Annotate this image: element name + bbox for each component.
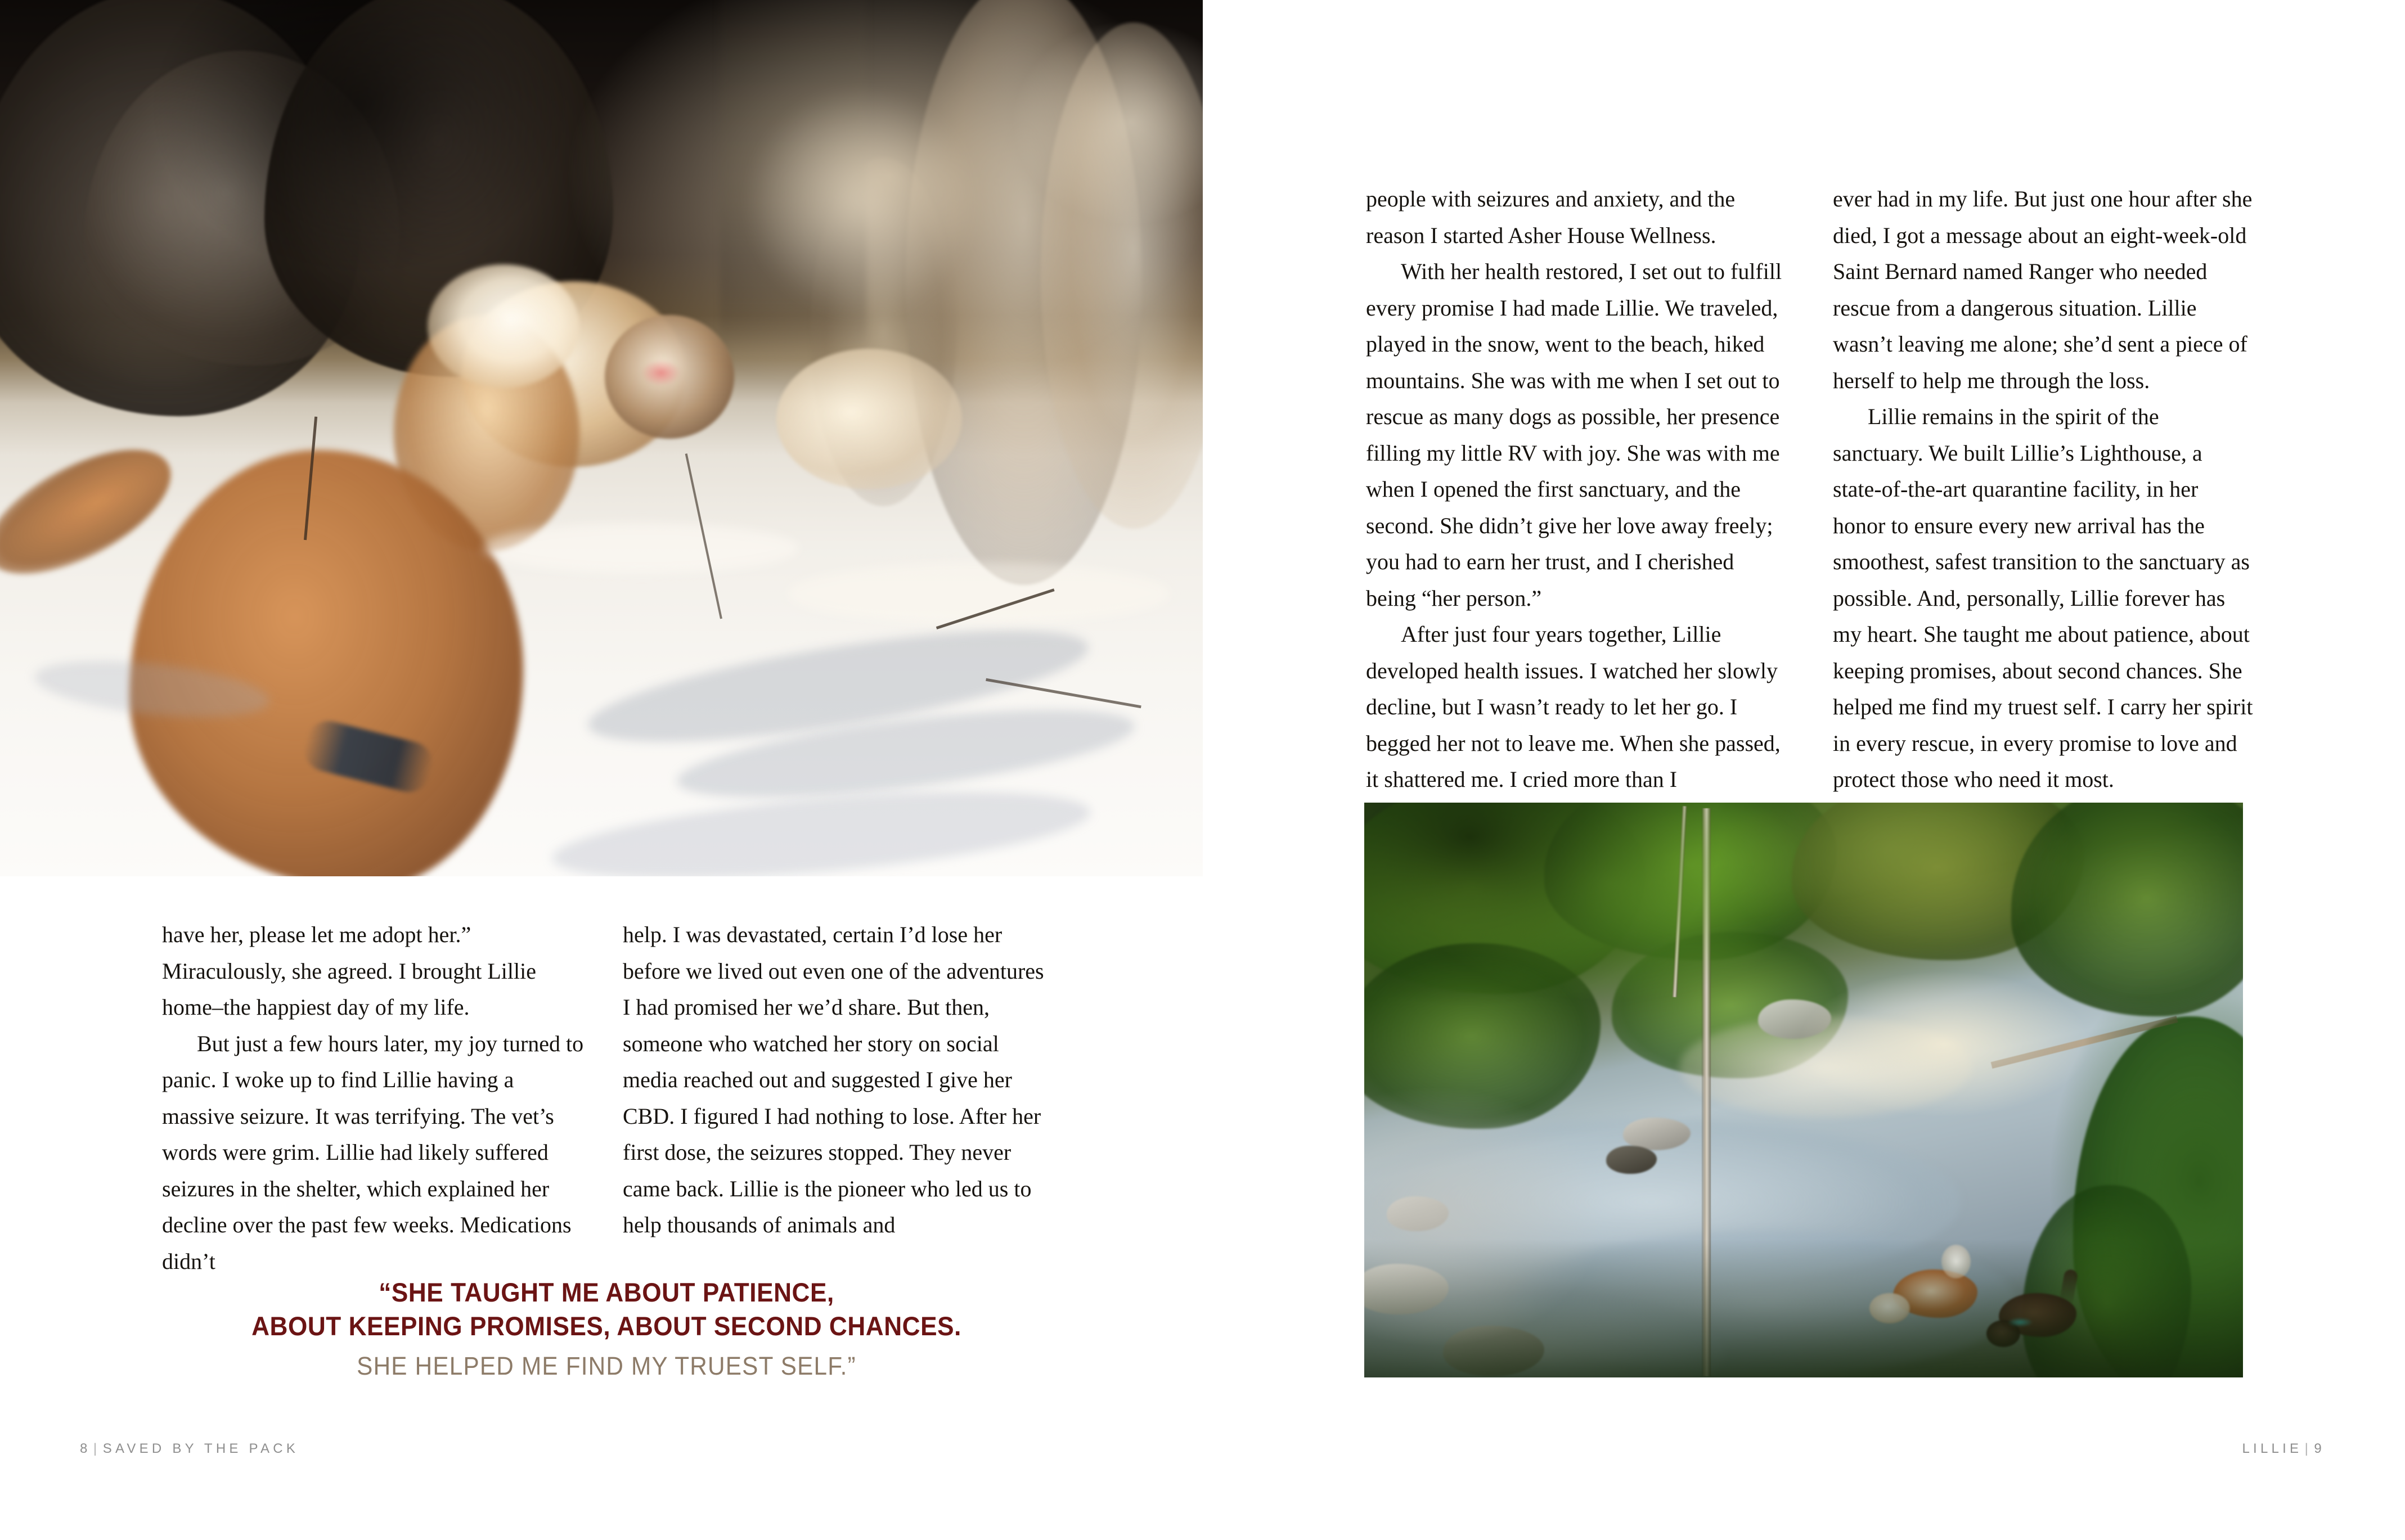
creek-dog-dark-tail — [2058, 1268, 2078, 1307]
dog-tongue — [641, 360, 681, 386]
paragraph: ever had in my life. But just one hour after she died, I got a message about an eight-week-old Saint Bernard named Ranger who needed rescue from a dangerous situation. Lillie wasn’t leaving me alone; she’d sent a piece of herself to help me through the loss. — [1833, 186, 2253, 393]
creek-dog-saint-bernard — [1893, 1269, 1977, 1318]
snow-highlight-2 — [788, 562, 1170, 624]
water-foam-lower — [1364, 1298, 1724, 1377]
canopy-leaves-far-right — [2011, 803, 2243, 1016]
body-column-2 — [623, 917, 1050, 1244]
dog-tail-plume — [428, 264, 579, 388]
creek-dog-saint-bernard-head — [1869, 1293, 1910, 1323]
frost-branch-far-right — [1041, 22, 1203, 529]
water-highlight-2 — [1511, 1230, 2017, 1376]
footer-separator-left: | — [93, 1441, 101, 1456]
body-column-3 — [1366, 181, 1788, 798]
twig-3 — [986, 678, 1141, 709]
paragraph: But just a few hours later, my joy turned to panic. I woke up to find Lillie having a massive seizure. It was terrifying. The vet’s words were grim. Lillie had likely suffered seizures in the shelter, which explained her decline over the past few weeks. Medications didn’t — [162, 1030, 584, 1274]
twig-2 — [936, 588, 1055, 629]
body-column-4 — [1833, 181, 2255, 798]
bank-foliage-center — [1612, 932, 1848, 1078]
footer-left — [80, 1441, 299, 1457]
dog-foreground-body — [129, 450, 523, 876]
tree-trunk — [720, 0, 866, 349]
rock-6 — [1443, 1326, 1544, 1376]
page-number-left: 8 — [80, 1441, 91, 1456]
chapter-title-footer: LILLIE — [2242, 1441, 2303, 1456]
creek-dogs-photo — [1364, 803, 2243, 1377]
water-highlight-1 — [1364, 1118, 1961, 1286]
dog-foreground-tail — [0, 425, 189, 599]
bank-foliage-left — [1364, 943, 1601, 1129]
paragraph: help. I was devastated, certain I’d lose her before we lived out even one of the adventures I had promised her we’d share. But then, someone who watched her story on social media reached out and suggested I give her CBD. I figured I had nothing to lose. After her first dose, the seizures stopped. They never came back. Lillie is the pioneer who led us to help thousands of animals and — [623, 922, 1044, 1237]
rock-1 — [1364, 1264, 1449, 1314]
paragraph: With her health restored, I set out to fulfill every promise I had made Lillie. We traveled, played in the snow, went to the beach, hiked mountains. She was with me when I set out to rescue as many dogs as possible, her presence filling my little RV with joy. She was with me when I opened the first sanctuary, and the second. She didn’t give her love away freely; you had to earn her trust, and I cherished being “her person.” — [1366, 259, 1782, 611]
canopy-leaves-center — [1544, 803, 1837, 960]
footer-separator-right: | — [2304, 1441, 2312, 1456]
snow-shadow-1 — [582, 607, 1095, 764]
frost-branch-right — [906, 0, 1142, 585]
rock-4 — [1606, 1146, 1657, 1174]
twig-1 — [304, 417, 317, 541]
pull-quote — [162, 1276, 1051, 1383]
paragraph: Lillie remains in the spirit of the sanctuary. We built Lillie’s Lighthouse, a state-of-the-art quarantine facility, in her honor to ensure every new arrival has the smoothest, safest transition to the sanctuary as possible. And, personally, Lillie forever has my heart. She taught me about patience, about keeping promises, about second chances. She helped me find my truest self. I carry her spirit in every rescue, in every promise to love and protect those who need it most. — [1833, 404, 2253, 792]
page-number-right: 9 — [2314, 1441, 2325, 1456]
pull-quote-line-1: “SHE TAUGHT ME ABOUT PATIENCE, — [379, 1277, 834, 1307]
paragraph: After just four years together, Lillie developed health issues. I watched her slowly decline, but I wasn’t ready to let her go. I begged her not to leave me. When she passed, it shattered me. I cried more than I — [1366, 622, 1781, 792]
creek-dog-dark-head — [1986, 1320, 2020, 1347]
dog-saint-bernard-body — [461, 281, 686, 467]
pull-quote-line-3: SHE HELPED ME FIND MY TRUEST SELF.” — [357, 1352, 856, 1380]
dog-collar — [300, 717, 438, 797]
creek-dog-collar — [2008, 1318, 2033, 1327]
snow-shadow-3 — [549, 775, 1094, 876]
fallen-branch — [1991, 1016, 2178, 1069]
frost-twig-cluster — [810, 157, 956, 506]
paragraph: people with seizures and anxiety, and the reason I started Asher House Wellness. — [1366, 186, 1736, 248]
dog-backlit-far — [776, 349, 962, 489]
pull-quote-line-2: ABOUT KEEPING PROMISES, ABOUT SECOND CHANCES. — [251, 1311, 961, 1341]
rock-5 — [1758, 999, 1831, 1039]
twig-4 — [685, 453, 722, 619]
snow-shadow-4 — [32, 651, 272, 726]
canopy-leaves-left — [1364, 803, 1646, 994]
creek-dog-dark — [1999, 1293, 2076, 1337]
scrub-center-dark — [264, 0, 613, 377]
fern-thicket-right — [2073, 1016, 2243, 1377]
sapling-branch — [1672, 806, 1687, 997]
paragraph: have her, please let me adopt her.” Miraculously, she agreed. I brought Lillie home–the happiest day of my life. — [162, 922, 536, 1020]
scrub-left-frost — [84, 51, 399, 366]
breath-vapor — [743, 84, 979, 321]
dog-saint-bernard-head — [605, 315, 734, 439]
rock-3 — [1623, 1118, 1691, 1150]
sapling-trunk — [1702, 808, 1711, 1376]
snow-shadow-2 — [673, 692, 1139, 815]
rock-2 — [1387, 1196, 1449, 1231]
footer-right — [2242, 1441, 2325, 1457]
scrub-left — [0, 0, 360, 416]
snowy-forest-dogs-photo — [0, 0, 1203, 876]
water-foam-sunlit — [1679, 1016, 1972, 1118]
fern-thicket-lower — [2022, 1185, 2191, 1377]
creek-dog-tail — [1941, 1245, 1971, 1278]
book-title-footer: SAVED BY THE PACK — [102, 1441, 299, 1456]
body-column-1 — [162, 917, 590, 1280]
snow-highlight-1 — [484, 523, 799, 574]
dog-saint-bernard-rear — [394, 315, 579, 551]
canopy-leaves-right — [1792, 803, 2084, 960]
